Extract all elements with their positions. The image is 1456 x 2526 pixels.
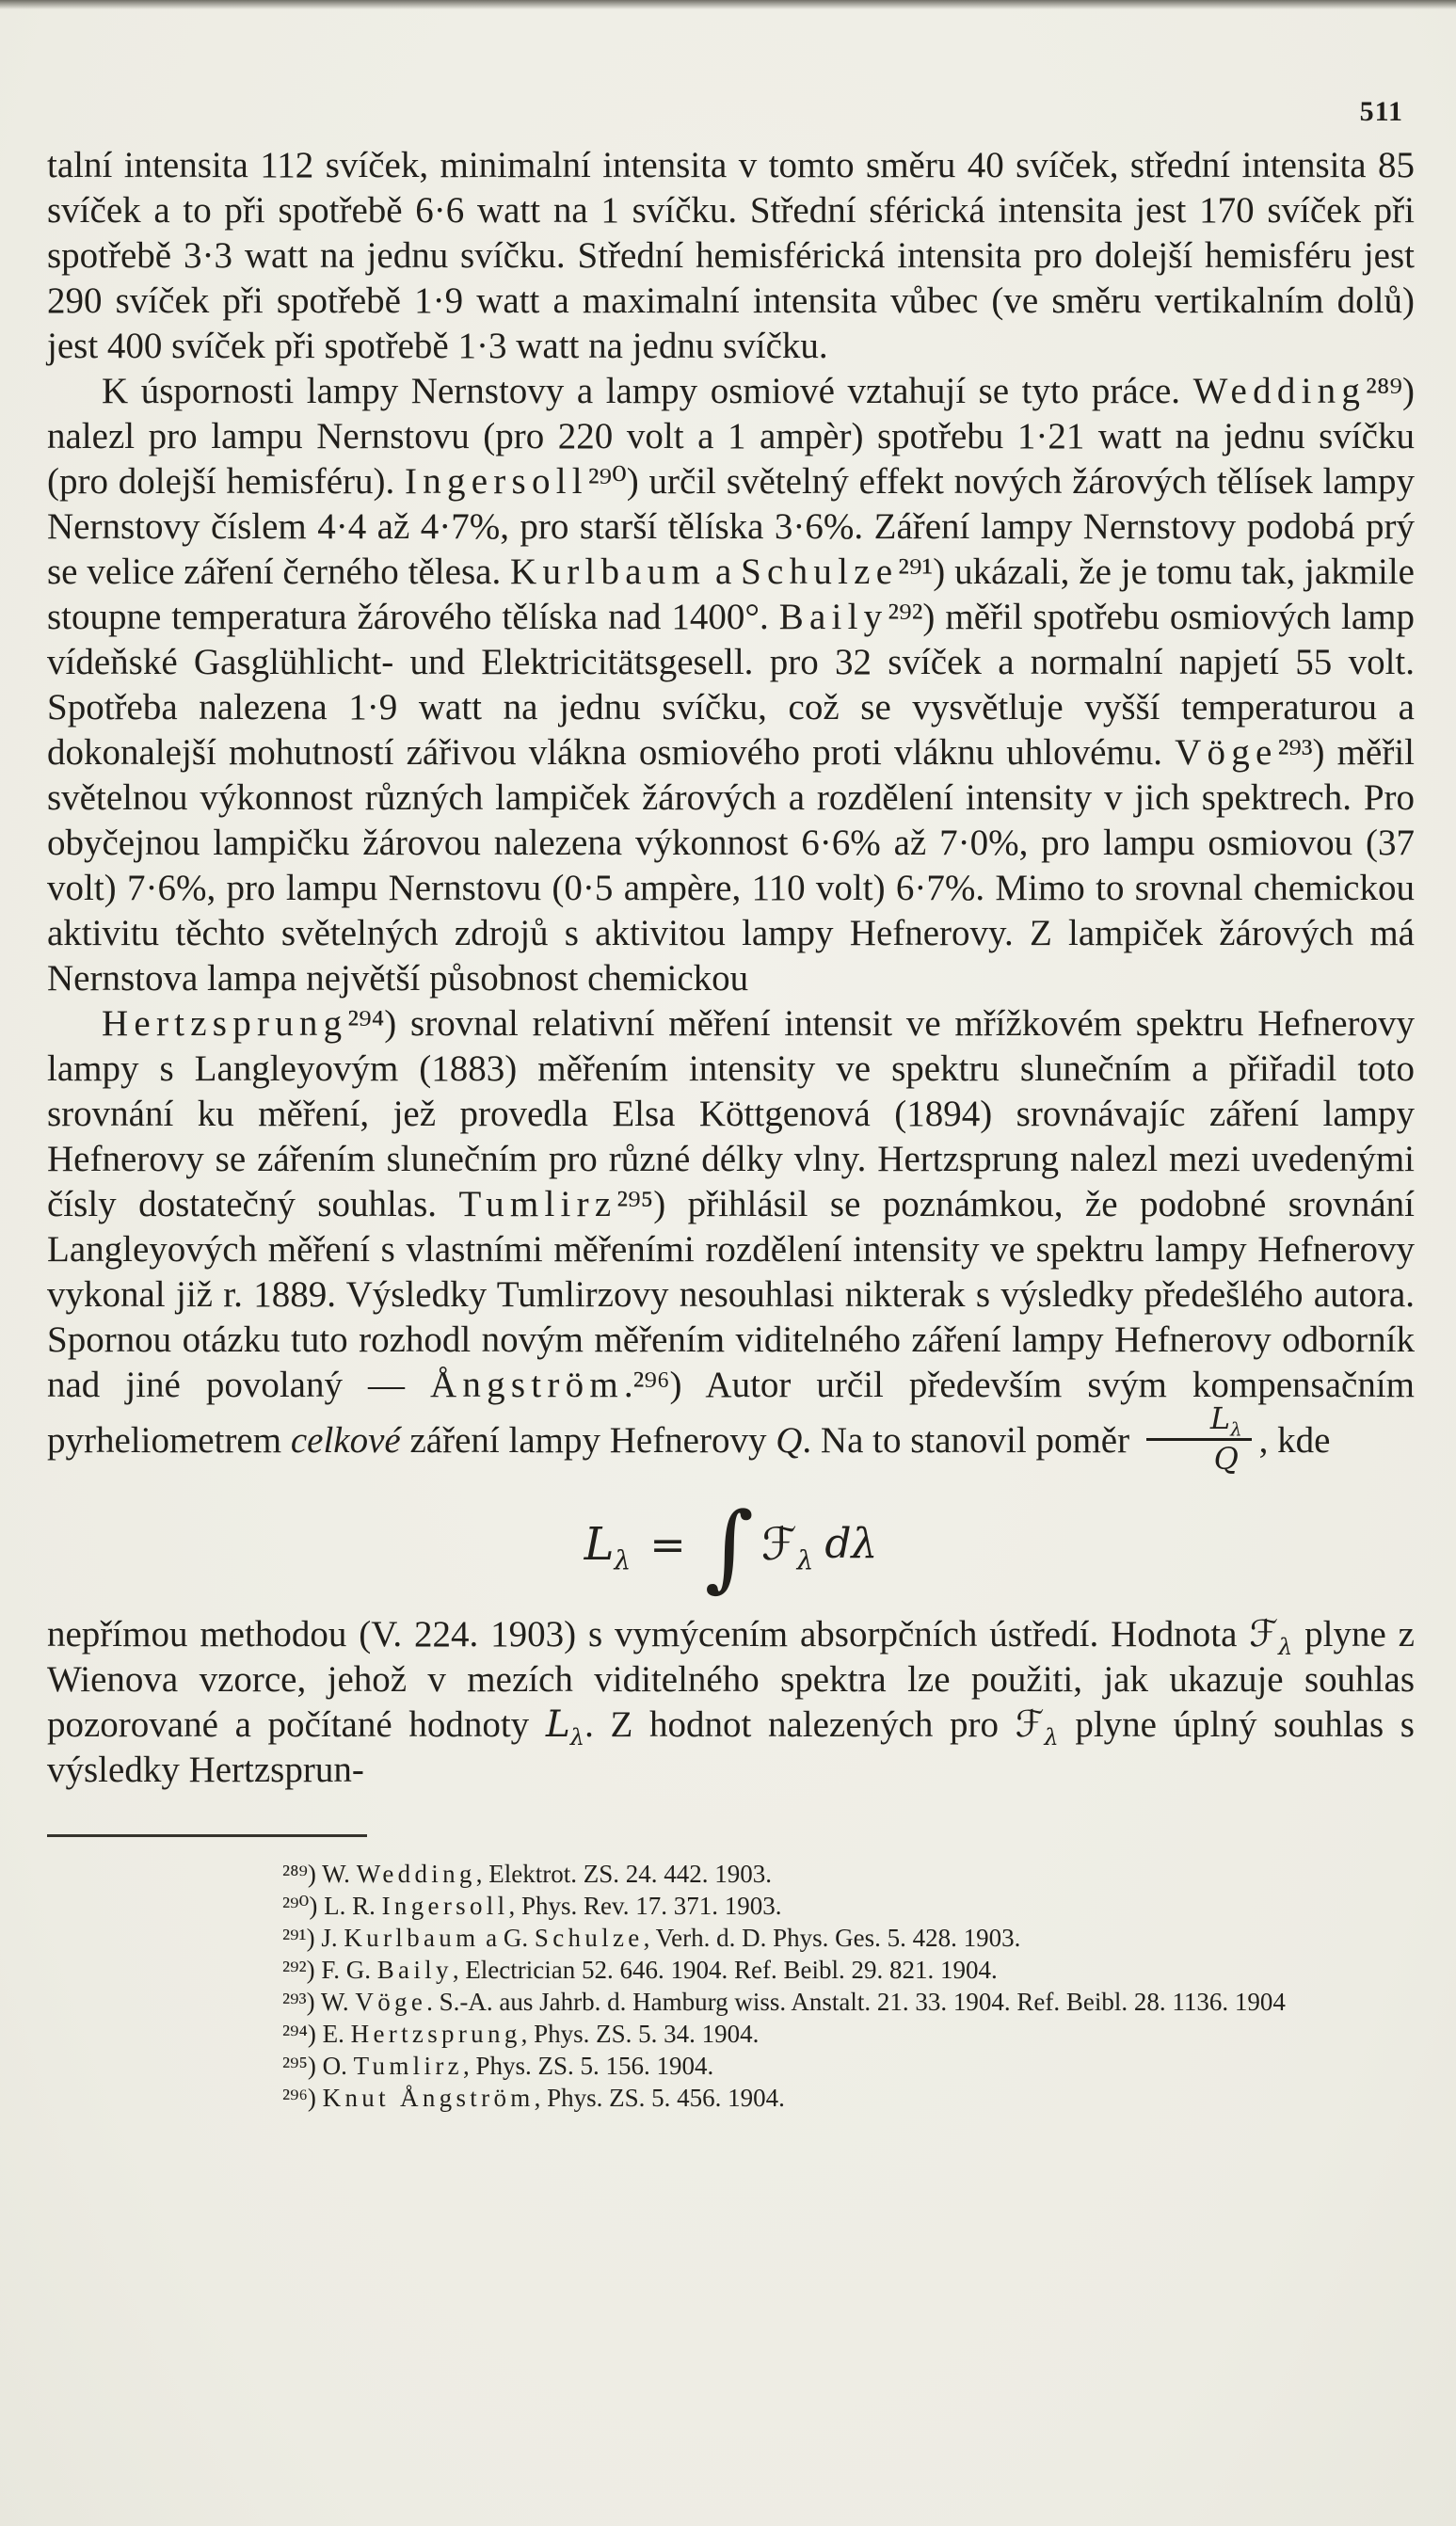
- equals-sign: =: [649, 1518, 686, 1570]
- text-run: , Verh. d. D. Phys. Ges. 5. 428. 1903.: [643, 1924, 1021, 1953]
- person-name: Tumlirz: [353, 2052, 463, 2081]
- math-symbol: [1015, 1703, 1059, 1751]
- text-run: . Na to stanovil poměr: [802, 1420, 1139, 1462]
- text-run: , Phys. ZS. 5. 156. 1904.: [462, 2052, 714, 2081]
- math-symbol: [545, 1703, 585, 1751]
- footnote-item: [47, 2082, 1415, 2114]
- paragraph: [47, 1001, 1415, 1479]
- text-run: , kde: [1258, 1420, 1331, 1462]
- footnote-item: [47, 2050, 1415, 2082]
- text-run: záření lampy Hefnerovy: [400, 1420, 776, 1462]
- math-main: ℱ: [1249, 1613, 1278, 1656]
- text-run: ²⁸⁹) nalezl pro lampu Nernstovu (pro 220 volt a 1 ampèr) spotřebu 1·21 watt na jednu svíčku (pro dolejší hemisféru).: [47, 371, 1415, 502]
- text-run: plyne úplný souhlas s výsledky Hertzsprun-: [47, 1704, 1415, 1791]
- paragraph: [47, 1612, 1415, 1793]
- text-run: ²⁹⁰) určil světelný effekt nových žárových tělísek lampy Nernstovy číslem 4·4 až 4·7%, pro starší tělíska 3·6%. Záření lampy Nernstovy podobá prý se velice záření černého tělesa.: [47, 461, 1415, 592]
- footnote-rule: [47, 1834, 367, 1837]
- math-symbol: [1249, 1613, 1293, 1660]
- person-name: Wedding: [1192, 371, 1367, 411]
- person-name: Ångström: [430, 1365, 624, 1405]
- body-text-lower: [47, 1612, 1415, 1793]
- math-sub: λ: [1277, 1633, 1293, 1660]
- inline-fraction: [1146, 1400, 1252, 1477]
- person-name: Vöge: [1175, 732, 1278, 773]
- footnote-item: [47, 1922, 1415, 1954]
- footnote-item: [47, 1890, 1415, 1922]
- math-sub: λ: [569, 1723, 585, 1751]
- math-main: ℱ: [1015, 1703, 1045, 1747]
- paragraph: [47, 143, 1415, 369]
- fraction-numerator-sub: λ: [1230, 1418, 1242, 1441]
- text-run: nepřímou methodou (V. 224. 1903) s vymýcením absorpčních ústředí. Hodnota: [47, 1614, 1250, 1655]
- text-run: ²⁹¹) ukázali, že je tomu tak, jakmile stoupne temperatura žárového tělíska nad 1400°.: [47, 552, 1415, 637]
- person-name: Hertzsprung: [350, 2020, 521, 2049]
- fraction-denominator: Q: [1146, 1438, 1252, 1476]
- text-run: ²⁹²) F. G.: [282, 1956, 377, 1985]
- text-run: K úspornosti lampy Nernstovy a lampy osmiové vztahují se tyto práce.: [102, 371, 1193, 411]
- text-run: ²⁹⁵) O.: [282, 2052, 354, 2081]
- formula-lhs-sub: λ: [614, 1544, 632, 1576]
- math-sub: λ: [1044, 1723, 1059, 1751]
- text-run: . S.-A. aus Jahrb. d. Hamburg wiss. Anstalt. 21. 33. 1904. Ref. Beibl. 28. 1136. 1904: [426, 1988, 1286, 2017]
- person-name: Knut Ångström: [322, 2084, 535, 2113]
- footnote-item: [47, 1986, 1415, 2018]
- text-run: ²⁹³) měřil světelnou výkonnost různých lampiček žárových a rozdělení intensity v jich spektrech. Pro obyčejnou lampičku žárovou nalezena výkonnost 6·6% až 7·0%, pro lampu osmiovou (37 volt) 7·6%, pro lampu Nernstovu (0·5 ampère, 110 volt) 6·7%. Mimo to srovnal chemickou aktivitu těchto světelných zdrojů s aktivitou lampy Hefnerovy. Z lampiček žárových má Nernstova lampa největší působnost chemickou: [47, 732, 1415, 999]
- footnotes-section: [47, 1858, 1415, 2114]
- fraction-numerator: [1146, 1400, 1252, 1441]
- formula-lhs: [584, 1517, 632, 1576]
- integrand-main: ℱ: [760, 1517, 797, 1571]
- person-name: Schulze: [741, 552, 899, 592]
- scan-edge-artifact: [0, 0, 1456, 9]
- text-run: ²⁹³) W.: [282, 1988, 356, 2017]
- person-name: Tumlirz: [458, 1184, 617, 1224]
- math-main: L: [545, 1703, 570, 1747]
- page-number: 511: [1359, 96, 1403, 127]
- text-run: a: [706, 552, 742, 592]
- text-run: ²⁹²) měřil spotřebu osmiových lamp vídeňské Gasglühlicht- und Elektricitätsgesell. pro 32 svíček a normalní napjetí 55 volt. Spotřeba nalezena 1·9 watt na jednu svíčku, což se vysvětluje vyšší temperaturou a dokonalejší mohutností zářivou vlákna osmiového proti vláknu uhlovému.: [47, 597, 1415, 773]
- emphasis-text: Q: [776, 1420, 803, 1462]
- formula-integrand: [760, 1517, 814, 1576]
- person-name: Kurlbaum: [344, 1924, 480, 1953]
- person-name: Baily: [778, 597, 888, 637]
- person-name: Kurlbaum: [510, 552, 707, 592]
- text-run: , Elektrot. ZS. 24. 442. 1903.: [475, 1860, 772, 1889]
- person-name: Wedding: [356, 1860, 476, 1889]
- person-name: Baily: [376, 1956, 453, 1985]
- person-name: Ingersoll: [381, 1892, 509, 1921]
- text-run: ²⁹⁶): [282, 2084, 323, 2113]
- fraction-numerator-main: L: [1209, 1400, 1231, 1436]
- person-name: Vöge: [355, 1988, 427, 2017]
- text-run: plyne z Wienova vzorce, jehož v mezích viditelného spektra lze použiti, jak ukazuje souhlas pozorované a počítané hodnoty: [47, 1614, 1415, 1746]
- person-name: Schulze: [534, 1924, 644, 1953]
- paragraph: [47, 369, 1415, 1001]
- formula-differential: dλ: [824, 1520, 878, 1569]
- text-run: , Phys. ZS. 5. 34. 1904.: [520, 2020, 760, 2049]
- text-run: ²⁹⁰) L. R.: [282, 1892, 382, 1921]
- text-run: ²⁹¹) J.: [282, 1924, 344, 1953]
- integral-sign: ∫: [704, 1492, 754, 1603]
- display-formula: [47, 1492, 1415, 1603]
- text-run: , Electrician 52. 646. 1904. Ref. Beibl. 29. 821. 1904.: [452, 1956, 998, 1985]
- formula-lhs-main: L: [584, 1517, 615, 1571]
- footnote-item: [47, 1954, 1415, 1986]
- integrand-sub: λ: [796, 1544, 814, 1576]
- text-run: talní intensita 112 svíček, minimalní intensita v tomto směru 40 svíček, střední intensita 85 svíček a to při spotřebě 6·6 watt na 1 svíčku. Střední sférická intensita jest 170 svíček při spotřebě 3·3 watt na jednu svíčku. Střední hemisférická intensita pro dolejší hemisféru jest 290 svíček při spotřebě 1·9 watt a maximalní intensita vůbec (ve směru vertikalním dolů) jest 400 svíček při spotřebě 1·3 watt na jednu svíčku.: [47, 145, 1415, 366]
- text-run: a G.: [479, 1924, 535, 1953]
- text-run: ²⁹⁵) přihlásil se poznámkou, že podobné srovnání Langleyových měření s vlastními měřeními rozdělení intensity ve spektru lampy Hefnerovy vykonal již r. 1889. Výsledky Tumlirzovy nesouhlasi nikterak s výsledky předešlého autora. Spornou otázku tuto rozhodl novým měřením viditelného záření lampy Hefnerovy odborník nad jiné povolaný —: [47, 1184, 1415, 1405]
- emphasis-text: celkové: [290, 1420, 401, 1462]
- footnote-item: [47, 2018, 1415, 2050]
- person-name: Ingersoll: [405, 461, 588, 502]
- text-run: , Phys. ZS. 5. 456. 1904.: [534, 2084, 785, 2113]
- text-run: ²⁸⁹) W.: [282, 1860, 357, 1889]
- text-run: .²⁹⁶) Autor určil především svým kompensačním pyrheliometrem: [47, 1365, 1416, 1462]
- text-run: ²⁹⁴) E.: [282, 2020, 351, 2049]
- text-run: . Z hodnot nalezených pro: [584, 1704, 1016, 1746]
- person-name: Hertzsprung: [102, 1003, 348, 1044]
- page-content: [47, 143, 1415, 2114]
- text-run: , Phys. Rev. 17. 371. 1903.: [508, 1892, 782, 1921]
- footnote-item: [47, 1858, 1415, 1890]
- text-run: ²⁹⁴) srovnal relativní měření intensit ve mřížkovém spektru Hefnerovy lampy s Langleyovým (1883) měřením intensity ve spektru slunečním a přiřadil toto srovnání ku měření, jež provedla Elsa Köttgenová (1894) srovnávajíc záření lampy Hefnerovy se zářením slunečním pro různé délky vlny. Hertzsprung nalezl mezi uvedenými čísly dostatečný souhlas.: [47, 1003, 1415, 1224]
- body-text-upper: [47, 143, 1415, 1479]
